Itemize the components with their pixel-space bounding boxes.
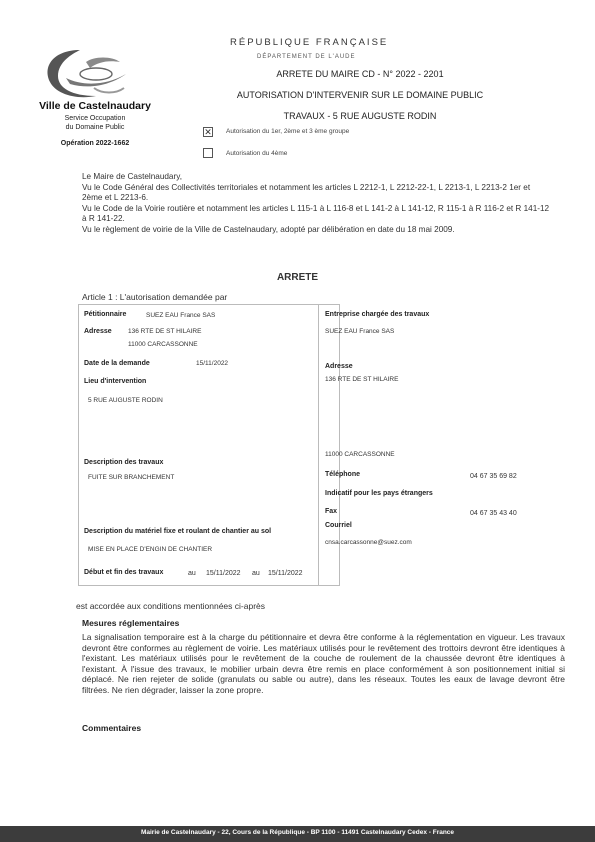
adresse-label: Adresse <box>84 328 112 335</box>
entreprise-adresse-line1: 136 RTE DE ST HILAIRE <box>325 376 399 383</box>
footer-text: Mairie de Castelnaudary - 22, Cours de la République - BP 1100 - 11491 Castelnaudary Cedex - France <box>140 829 455 836</box>
operation-number: Opération 2022-1662 <box>60 140 130 147</box>
telephone-label: Téléphone <box>325 471 361 478</box>
entreprise-value: SUEZ EAU France SAS <box>325 328 395 335</box>
debut-au-2: au <box>252 570 260 577</box>
checkbox-group-1-3[interactable]: ✕ <box>204 127 212 137</box>
arrete-heading: ARRETE <box>276 272 319 283</box>
debut-fin-label: Début et fin des travaux <box>84 569 164 576</box>
entreprise-ville: 11000 CARCASSONNE <box>325 451 395 458</box>
materiel-value: MISE EN PLACE D'ENGIN DE CHANTIER <box>88 546 213 553</box>
department-heading: DÉPARTEMENT DE L'AUDE <box>257 54 356 60</box>
entreprise-label: Entreprise chargée des travaux <box>325 311 430 318</box>
checkbox-group-4[interactable] <box>203 148 213 158</box>
commentaires-heading: Commentaires <box>82 723 142 733</box>
lieu-label: Lieu d'intervention <box>84 378 147 385</box>
adresse-line1: 136 RTE DE ST HILAIRE <box>128 328 202 335</box>
mesures-text: La signalisation temporaire est à la charge du pétitionnaire et devra être conforme à la réglementation en vigueur. Les travaux devront être conformes au règlement de voirie. Les matériaux utilisés pour le revêtement des trottoirs devront être identiques à l'existant. Les matériaux utilisés pour le revêtement de la couche de roulement de la chaussée devront être identiques à l'existant. À l'issue des travaux, le mobilier urbain devra être remis en place conformément à son positionnement initial si déplacé. Ne rien rejeter de solide (granulats ou sable ou autre), dans les réseaux. Toutes les eaux de lavage devront être filtrées. Ne rien dégrader, laisser la zone propre. <box>82 632 565 695</box>
fax-label: Fax <box>325 508 338 515</box>
republic-heading: RÉPUBLIQUE FRANÇAISE <box>230 37 389 48</box>
preamble-cgct: Vu le Code Général des Collectivités territoriales et notamment les articles L 2212-1, L 2212-22-1, L 2213-1, L 2213-2 1er et 2ème et L 2213-6. <box>82 182 531 203</box>
city-logo <box>36 44 136 106</box>
request-form-box <box>78 304 340 586</box>
preamble-reglement: Vu le règlement de voirie de la Ville de Castelnaudary, adopté par délibération en date du 18 mai 2009. <box>82 224 455 234</box>
petitionnaire-value: SUEZ EAU France SAS <box>146 312 216 319</box>
adresse-line2: 11000 CARCASSONNE <box>128 341 198 348</box>
mesures-heading: Mesures réglementaires <box>82 618 180 628</box>
works-title: TRAVAUX - 5 RUE AUGUSTE RODIN <box>283 111 437 121</box>
preamble-voirie: Vu le Code de la Voirie routière et notamment les articles L 115-1 à L 116-8 et L 141-2 à L 141-12, R 115-1 à R 116-2 et R 141-12 à R 141-22. <box>82 203 550 224</box>
debut-date: 15/11/2022 <box>206 570 241 577</box>
checkbox-group-4-label: Autorisation du 4ème <box>226 150 288 157</box>
form-divider <box>318 304 319 586</box>
telephone-value: 04 67 35 69 82 <box>470 473 517 480</box>
preamble-mayor: Le Maire de Castelnaudary, <box>82 172 182 181</box>
petitionnaire-label: Pétitionnaire <box>84 311 127 318</box>
arrete-number: ARRETE DU MAIRE CD - N° 2022 - 2201 <box>276 69 444 79</box>
description-label: Description des travaux <box>84 459 164 466</box>
checkbox-group-1-3-label: Autorisation du 1er, 2ème et 3 ème groupe <box>226 128 350 135</box>
accordee-text: est accordée aux conditions mentionnées ci-après <box>76 601 265 611</box>
debut-au-1: au <box>188 570 196 577</box>
legal-preamble <box>82 172 552 236</box>
article-1: Article 1 : L'autorisation demandée par <box>82 292 228 302</box>
description-value: FUITE SUR BRANCHEMENT <box>88 474 175 481</box>
date-demande-label: Date de la demande <box>84 360 150 367</box>
courriel-label: Courriel <box>325 522 352 529</box>
service-name <box>20 114 170 132</box>
service-line-2: du Domaine Public <box>65 124 125 131</box>
fin-date: 15/11/2022 <box>268 570 303 577</box>
date-demande-value: 15/11/2022 <box>196 360 229 367</box>
courriel-value: cnsa.carcassonne@suez.com <box>325 539 412 546</box>
city-name: Ville de Castelnaudary <box>39 100 151 112</box>
entreprise-adresse-label: Adresse <box>325 363 353 370</box>
materiel-label: Description du matériel fixe et roulant de chantier au sol <box>84 528 272 535</box>
lieu-value: 5 RUE AUGUSTE RODIN <box>88 397 163 404</box>
fax-value: 04 67 35 43 40 <box>470 510 517 517</box>
indicatif-label: Indicatif pour les pays étrangers <box>325 490 433 497</box>
service-line-1: Service Occupation <box>64 115 126 122</box>
authorization-title: AUTORISATION D'INTERVENIR SUR LE DOMAINE PUBLIC <box>236 90 484 100</box>
